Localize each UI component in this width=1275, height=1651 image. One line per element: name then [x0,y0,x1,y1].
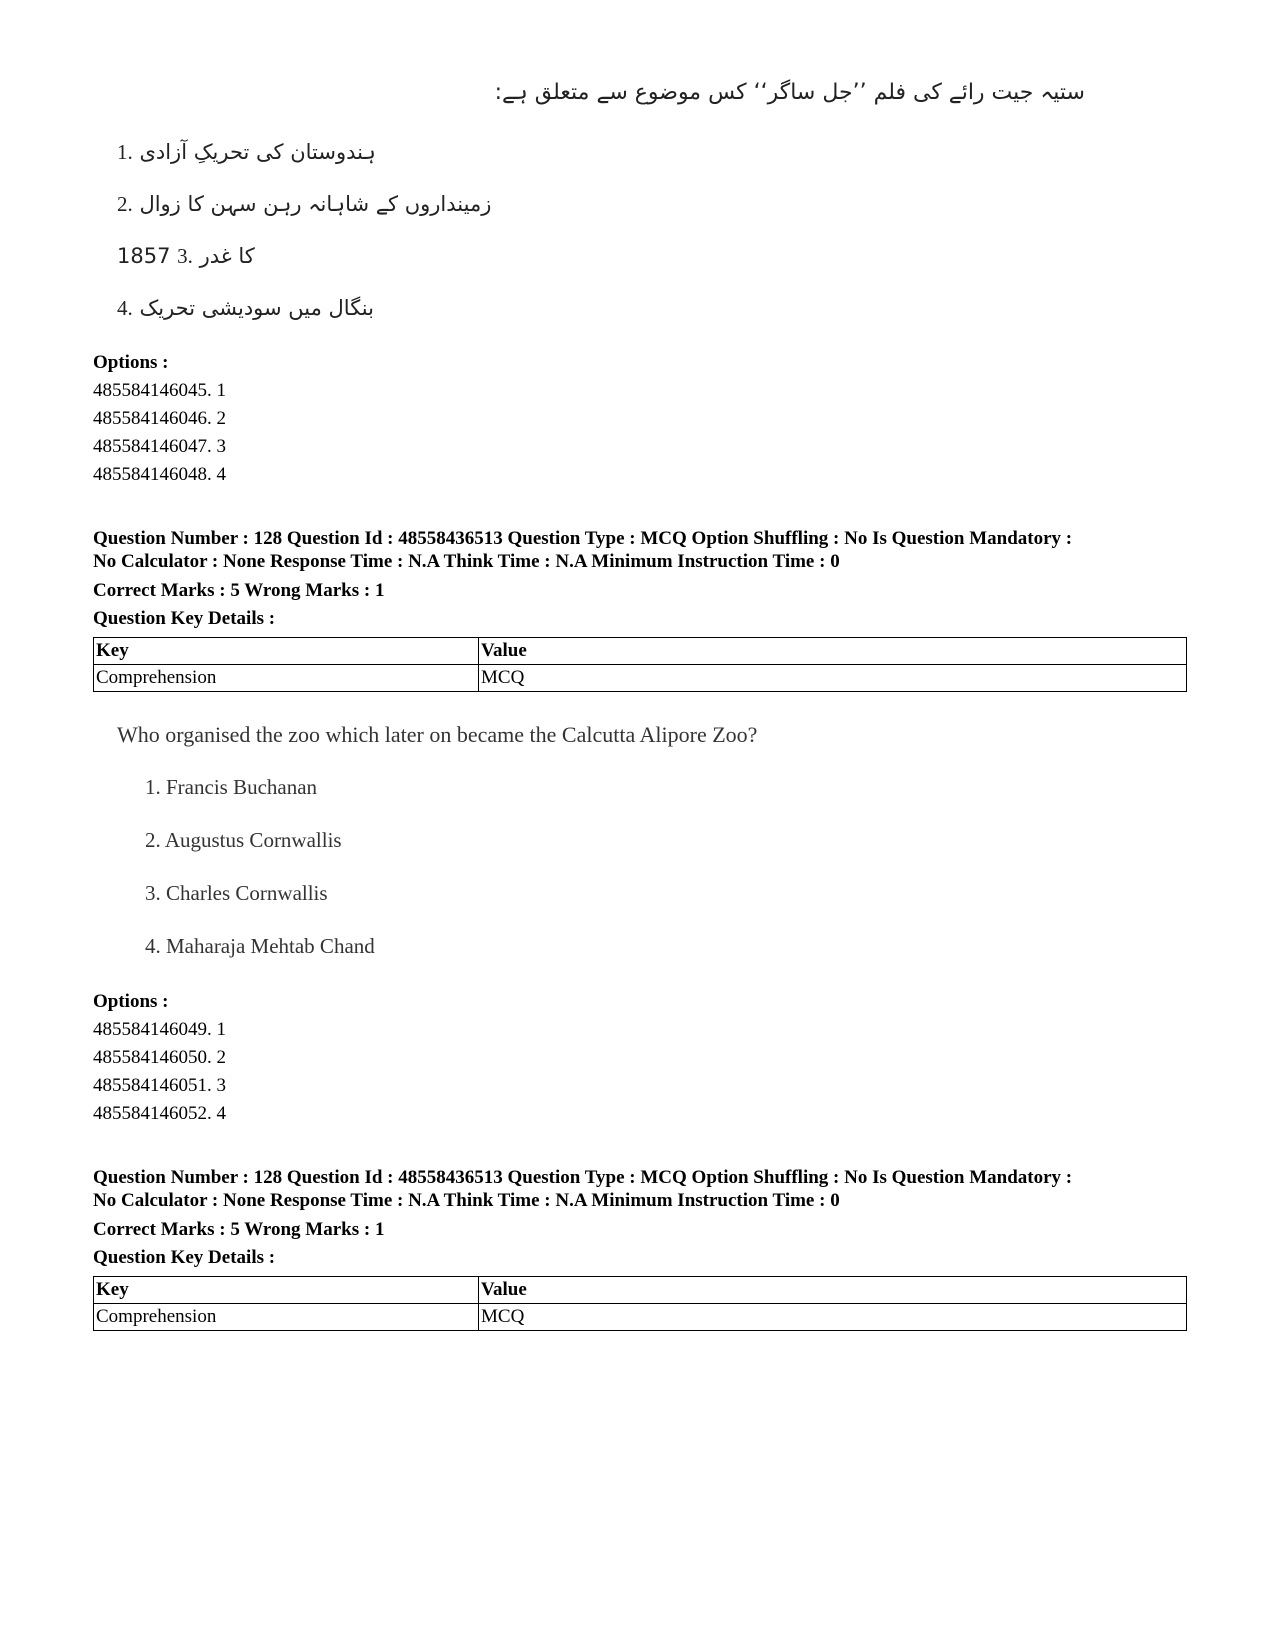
choice-number: .3 [177,244,193,268]
option-id-2: 485584146050. 2 [93,1047,226,1068]
choice-number: .1 [117,140,133,164]
option-id-3: 485584146047. 3 [93,436,226,457]
urdu-choice-3 [117,244,255,269]
table-cell-key: Comprehension [94,1304,479,1331]
question-key-table [93,1276,1187,1331]
choice-number: .4 [117,296,133,320]
question-meta [93,527,1193,573]
english-choice-2: 2. Augustus Cornwallis [145,828,342,852]
option-id-1: 485584146049. 1 [93,1019,226,1040]
urdu-question-text: ستیہ جیت رائے کی فلم ’’جل ساگر‘‘ کس موضوع سے متعلق ہے: [494,80,1085,105]
english-choice-3: 3. Charles Cornwallis [145,881,328,905]
table-row [94,1304,1187,1331]
table-cell-key: Comprehension [94,665,479,692]
marks-line: Correct Marks : 5 Wrong Marks : 1 [93,580,385,601]
table-row [94,665,1187,692]
choice-text: ہندوستان کی تحریکِ آزادی [139,140,376,164]
table-cell-value: MCQ [479,1304,1187,1331]
option-id-1: 485584146045. 1 [93,380,226,401]
key-details-label: Question Key Details : [93,608,276,629]
question-meta-line-2: No Calculator : None Response Time : N.A Think Time : N.A Minimum Instruction Time : 0 [93,1190,840,1211]
table-header-key: Key [94,1277,479,1304]
choice-number: .2 [117,192,133,216]
choice-text: زمینداروں کے شاہانہ رہن سہن کا زوال [139,192,492,216]
option-id-4: 485584146052. 4 [93,1103,226,1124]
question-meta [93,1166,1193,1212]
choice-text: بنگال میں سودیشی تحریک [139,296,374,320]
english-choice-4: 4. Maharaja Mehtab Chand [145,934,375,958]
options-label: Options : [93,991,169,1012]
key-details-label: Question Key Details : [93,1247,276,1268]
table-header-row [94,1277,1187,1304]
table-header-value: Value [479,1277,1187,1304]
table-header-key: Key [94,638,479,665]
question-meta-line-1: Question Number : 128 Question Id : 48558436513 Question Type : MCQ Option Shuffling : No Is Question Mandatory : [93,528,1073,549]
english-choice-1: 1. Francis Buchanan [145,775,318,799]
marks-line: Correct Marks : 5 Wrong Marks : 1 [93,1219,385,1240]
urdu-choice-4 [117,296,374,321]
table-header-row [94,638,1187,665]
option-id-2: 485584146046. 2 [93,408,226,429]
question-key-table [93,637,1187,692]
table-header-value: Value [479,638,1187,665]
choice-text: 1857 کا غدر [117,244,255,268]
question-meta-line-1: Question Number : 128 Question Id : 48558436513 Question Type : MCQ Option Shuffling : No Is Question Mandatory : [93,1167,1073,1188]
english-question-text: Who organised the zoo which later on became the Calcutta Alipore Zoo? [117,722,758,747]
options-label: Options : [93,352,169,373]
question-meta-line-2: No Calculator : None Response Time : N.A Think Time : N.A Minimum Instruction Time : 0 [93,551,840,572]
urdu-choice-1 [117,140,376,165]
option-id-4: 485584146048. 4 [93,464,226,485]
table-cell-value: MCQ [479,665,1187,692]
option-id-3: 485584146051. 3 [93,1075,226,1096]
urdu-choice-2 [117,192,491,217]
